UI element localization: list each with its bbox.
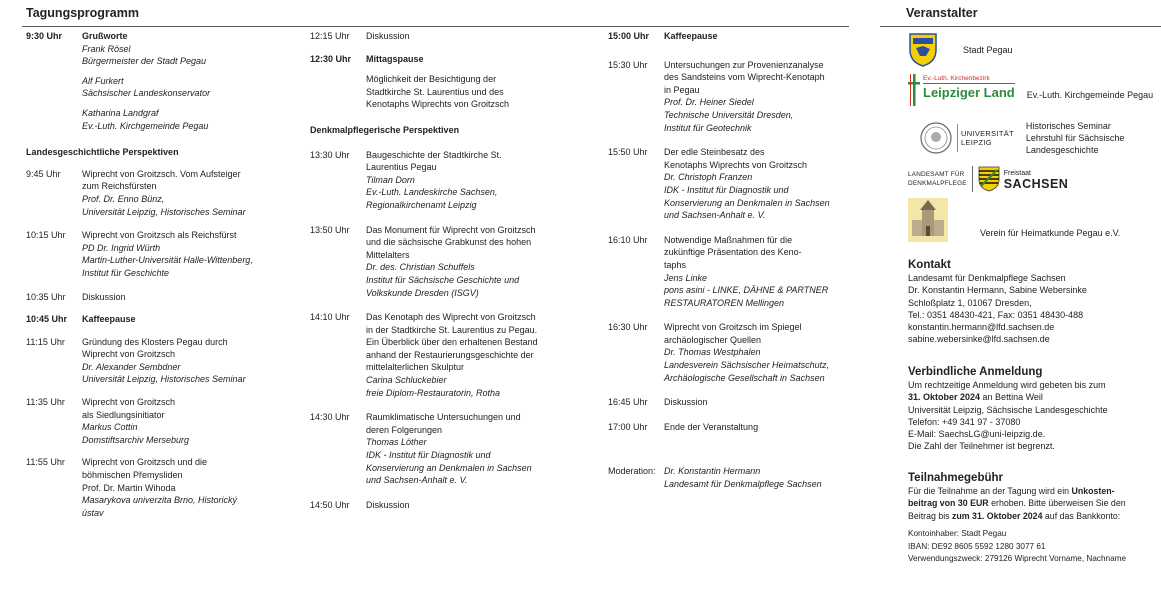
- speaker-affiliation: Ev.-Luth. Landeskirche Sachsen,: [366, 187, 498, 198]
- town-tower-image-icon: [908, 198, 948, 242]
- item-title: Das Monument für Wiprecht von Groitzsch: [366, 224, 536, 235]
- speaker-name: Thomas Löther: [366, 437, 427, 448]
- speaker-affiliation: Archäologische Gesellschaft in Sachsen: [664, 372, 825, 383]
- organizer-name: Ev.-Luth. Kirchgemeinde Pegau: [1026, 89, 1154, 100]
- program-item: [310, 53, 595, 111]
- contact-line: Landesamt für Denkmalpflege Sachsen: [908, 273, 1066, 283]
- speaker-name: Prof. Dr. Enno Bünz,: [82, 193, 165, 204]
- speaker-affiliation: und Sachsen-Anhalt e. V.: [664, 210, 766, 221]
- logo-text: SACHSEN: [1003, 177, 1069, 191]
- item-title: Das Kenotaph des Wiprecht von Groitzsch: [366, 312, 536, 323]
- registration-heading: Verbindliche Anmeldung: [908, 366, 1043, 378]
- item-title: Wiprecht von Groitzsch im Spiegel: [664, 322, 802, 333]
- speaker-affiliation: Universität Leipzig, Historisches Seminar: [82, 206, 246, 217]
- speaker-role: Bürgermeister der Stadt Pegau: [82, 56, 207, 67]
- speaker-affiliation: Regionalkirchenamt Leipzig: [366, 199, 477, 210]
- organizers-heading: Veranstalter: [906, 6, 978, 20]
- program-item: [26, 229, 296, 279]
- program-item: [310, 499, 595, 512]
- item-time: 13:30 Uhr: [310, 149, 350, 160]
- bank-reference: Verwendungszweck: 279126 Wiprecht Vorname, Nachname: [908, 554, 1126, 564]
- speaker-name: Carina Schluckebier: [366, 375, 447, 386]
- fee-line: Für die Teilnahme an der Tagung wird ein: [908, 486, 1072, 496]
- organizer-name: Lehrstuhl für Sächsische: [1025, 133, 1125, 143]
- fee-line: auf das Bankkonto:: [1042, 510, 1121, 521]
- item-time: 12:30 Uhr: [310, 53, 352, 64]
- item-title: Grußworte: [82, 31, 128, 41]
- speaker-affiliation: Universität Leipzig, Historisches Seminar: [82, 374, 246, 385]
- speaker-name: PD Dr. Ingrid Würth: [82, 242, 161, 253]
- item-time: 11:55 Uhr: [26, 457, 65, 468]
- program-item: [26, 336, 296, 386]
- organizer-uni-leipzig: [920, 120, 1124, 156]
- speaker-name: Katharina Landgraf: [82, 107, 159, 118]
- item-title: als Siedlungsinitiator: [82, 409, 165, 420]
- logo-text: LEIPZIG: [961, 138, 992, 147]
- item-description: Kenotaphs Wiprechts von Groitzsch: [366, 99, 510, 110]
- item-title: Untersuchungen zur Provenienzanalyse: [664, 59, 824, 70]
- speaker-name: Dr. Alexander Sembdner: [82, 361, 181, 372]
- program-column-1: [26, 30, 296, 528]
- speaker-name: Jens Linke: [664, 272, 708, 283]
- registration-phone: Telefon: +49 341 97 - 37080: [908, 416, 1021, 427]
- speaker-affiliation: Institut für Sächsische Geschichte und: [366, 274, 520, 285]
- program-item: [26, 30, 296, 132]
- item-title: Notwendige Maßnahmen für die: [664, 234, 793, 245]
- speaker-affiliation: RESTAURATOREN Mellingen: [664, 297, 785, 308]
- logo-text: Leipziger Land: [923, 85, 1015, 100]
- item-title: in der Stadtkirche St. Laurentius zu Pegau.: [366, 324, 538, 335]
- speaker-role: Ev.-Luth. Kirchgemeinde Pegau: [82, 120, 209, 131]
- program-item: [608, 59, 853, 135]
- item-time: 9:30 Uhr: [26, 31, 63, 41]
- speaker-affiliation: Martin-Luther-Universität Halle-Wittenberg,: [82, 255, 253, 266]
- item-title: Ein Überblick über den erhaltenen Bestand: [366, 337, 538, 348]
- item-time: 14:30 Uhr: [310, 412, 350, 423]
- contact-email-link[interactable]: konstantin.hermann@lfd.sachsen.de: [908, 322, 1055, 333]
- program-item: [608, 396, 853, 409]
- item-title: anhand der Restaurierungsgeschichte der: [366, 349, 534, 360]
- program-item: [26, 313, 296, 326]
- item-title: Ende der Veranstaltung: [664, 421, 759, 432]
- speaker-affiliation: ústav: [82, 507, 104, 518]
- item-title: Kaffeepause: [664, 31, 718, 41]
- speaker-name: Dr. Thomas Westphalen: [664, 347, 761, 358]
- registration-line: Um rechtzeitige Anmeldung wird gebeten bis zum: [908, 380, 1106, 390]
- organizers-rule: [880, 26, 1161, 27]
- program-item: [26, 168, 296, 218]
- fee-amount: beitrag von 30 EUR: [908, 498, 989, 509]
- item-title: Baugeschichte der Stadtkirche St.: [366, 149, 502, 160]
- contact-heading: Kontakt: [908, 259, 951, 271]
- speaker-affiliation: Konservierung an Denkmalen in Sachsen: [664, 197, 830, 208]
- item-title: Laurentius Pegau: [366, 162, 437, 173]
- program-item: [26, 396, 296, 446]
- organizer-landesamt: [908, 166, 1068, 192]
- speaker-affiliation: Konservierung an Denkmalen in Sachsen: [366, 462, 532, 473]
- moderator-name: Dr. Konstantin Hermann: [664, 466, 761, 477]
- item-title: Wiprecht von Groitzsch: [82, 349, 176, 360]
- program-item: [608, 234, 853, 310]
- program-item: [26, 291, 296, 304]
- organizer-name: Stadt Pegau: [963, 45, 1013, 55]
- speaker-name: Frank Rösel: [82, 43, 131, 54]
- registration-line: Universität Leipzig, Sächsische Landesgeschichte: [908, 404, 1108, 415]
- logo-text: UNIVERSITÄT: [961, 129, 1014, 138]
- item-title: taphs: [664, 259, 687, 270]
- program-column-2: [310, 30, 595, 520]
- fee-line: erhoben. Bitte überweisen Sie den: [988, 498, 1126, 509]
- speaker-affiliation: und Sachsen-Anhalt e. V.: [366, 475, 468, 486]
- item-title: Kaffeepause: [82, 314, 136, 325]
- contact-phone: Tel.: 0351 48430-421, Fax: 0351 48430-488: [908, 309, 1084, 320]
- fee-deadline: zum 31. Oktober 2024: [952, 510, 1043, 521]
- item-time: 14:50 Uhr: [310, 499, 350, 510]
- item-time: 15:50 Uhr: [608, 147, 648, 158]
- program-item: [310, 224, 595, 300]
- contact-line: Schloßplatz 1, 01067 Dresden,: [908, 297, 1032, 308]
- program-item: [310, 411, 595, 487]
- item-time: 17:00 Uhr: [608, 421, 648, 432]
- contact-block: [908, 258, 1158, 346]
- item-time: 12:15 Uhr: [310, 31, 350, 41]
- item-title: Wiprecht von Groitzsch und die: [82, 457, 208, 468]
- bank-account-holder: Kontoinhaber: Stadt Pegau: [908, 528, 1007, 538]
- contact-line: Dr. Konstantin Hermann, Sabine Webersinke: [908, 285, 1087, 296]
- item-time: 9:45 Uhr: [26, 168, 61, 179]
- organizer-name: Verein für Heimatkunde Pegau e.V.: [980, 228, 1121, 238]
- item-time: 11:35 Uhr: [26, 397, 65, 408]
- speaker-name: Dr. Christoph Franzen: [664, 172, 753, 183]
- speaker-name: Dr. des. Christian Schuffels: [366, 262, 475, 273]
- program-item: [310, 30, 595, 43]
- registration-email-link[interactable]: E-Mail: SaechsLG@uni-leipzig.de.: [908, 429, 1046, 440]
- speaker-affiliation: IDK - Institut für Diagnostik und: [366, 450, 491, 461]
- item-time: 16:45 Uhr: [608, 397, 648, 408]
- organizer-stadt-pegau: [908, 32, 1013, 68]
- registration-line: an Bettina Weil: [980, 392, 1043, 403]
- item-description: Möglichkeit der Besichtigung der: [366, 74, 497, 85]
- program-item: [608, 30, 853, 43]
- item-time: 15:30 Uhr: [608, 59, 648, 70]
- moderator-affiliation: Landesamt für Denkmalpflege Sachsen: [664, 479, 822, 490]
- item-title: und die sächsische Grabkunst des hohen: [366, 237, 532, 248]
- fee-amount: Unkosten-: [1071, 486, 1115, 496]
- bank-iban: IBAN: DE92 8605 5592 1280 3077 61: [908, 541, 1046, 551]
- speaker-name: Prof. Dr. Heiner Siedel: [664, 97, 754, 108]
- item-title: des Sandsteins vom Wiprecht-Kenotaph: [664, 72, 825, 83]
- item-title: Wiprecht von Groitzsch als Reichsfürst: [82, 230, 237, 241]
- item-time: 11:15 Uhr: [26, 336, 65, 347]
- speaker-role: Sächsischer Landeskonservator: [82, 88, 211, 99]
- item-title: Diskussion: [366, 499, 410, 510]
- item-time: 16:10 Uhr: [608, 234, 648, 245]
- item-title: Mittagspause: [366, 53, 424, 64]
- item-time: 16:30 Uhr: [608, 322, 648, 333]
- speaker-affiliation: Domstiftsarchiv Merseburg: [82, 434, 190, 445]
- logo-text: DENKMALPFLEGE: [908, 180, 967, 187]
- program-item: [310, 149, 595, 212]
- item-title: Wiprecht von Groitzsch: [82, 397, 176, 408]
- speaker-name: Alf Furkert: [82, 75, 124, 86]
- item-title: mittelalterlichen Skulptur: [366, 362, 465, 373]
- item-title: in Pegau: [664, 84, 700, 95]
- program-item: [608, 146, 853, 222]
- speaker-affiliation: Landesverein Sächsischer Heimatschutz,: [664, 360, 830, 371]
- item-title: Wiprecht von Groitzsch. Vom Aufsteiger: [82, 168, 241, 179]
- fee-block: [908, 471, 1160, 566]
- registration-line: Die Zahl der Teilnehmer ist begrenzt.: [908, 441, 1055, 452]
- logo-text: Freistaat: [1003, 170, 1031, 177]
- program-column-3: [608, 30, 853, 500]
- organizer-heimatverein: [908, 198, 1120, 242]
- speaker-affiliation: Technische Universität Dresden,: [664, 109, 794, 120]
- organizer-kirchgemeinde: [908, 74, 1153, 106]
- speaker-affiliation: Institut für Geotechnik: [664, 122, 752, 133]
- item-title: Raumklimatische Untersuchungen und: [366, 412, 521, 423]
- program-item: [26, 456, 296, 519]
- speaker-affiliation: freie Diplom-Restauratorin, Rotha: [366, 387, 501, 398]
- speaker-affiliation: Masarykova univerzita Brno, Historický: [82, 495, 238, 506]
- speaker-name: Markus Cottin: [82, 422, 138, 433]
- item-time: 14:10 Uhr: [310, 312, 350, 323]
- pegau-coat-of-arms-icon: [908, 32, 938, 68]
- speaker-affiliation: Volkskunde Dresden (ISGV): [366, 287, 479, 298]
- speaker-affiliation: pons asini - LINKE, DÄHNE & PARTNER: [664, 285, 829, 296]
- contact-email-link[interactable]: sabine.webersinke@lfd.sachsen.de: [908, 334, 1050, 345]
- item-title: Diskussion: [82, 291, 126, 302]
- program-item: [310, 311, 595, 399]
- speaker-affiliation: Institut für Geschichte: [82, 267, 170, 278]
- item-description: Stadtkirche St. Laurentius und des: [366, 86, 504, 97]
- item-title: archäologischer Quellen: [664, 334, 762, 345]
- item-title: zum Reichsfürsten: [82, 181, 157, 192]
- registration-block: [908, 365, 1158, 453]
- item-title: Diskussion: [664, 397, 708, 408]
- item-time: 10:15 Uhr: [26, 230, 66, 241]
- item-time: 15:00 Uhr: [608, 31, 650, 41]
- item-time: 10:45 Uhr: [26, 314, 68, 325]
- program-item: [608, 421, 853, 434]
- saxony-coat-of-arms-icon: [978, 166, 1000, 192]
- section-heading: Landesgeschichtliche Perspektiven: [26, 147, 179, 158]
- logo-text: Ev.-Luth. Kirchenbezirk: [923, 74, 1015, 84]
- item-time: 13:50 Uhr: [310, 224, 350, 235]
- moderation-label: Moderation:: [608, 466, 656, 477]
- program-heading: Tagungsprogramm: [26, 6, 139, 20]
- logo-text: LANDESAMT FÜR: [908, 171, 965, 178]
- item-title: Der edle Steinbesatz des: [664, 147, 765, 158]
- speaker-name: Prof. Dr. Martin Wihoda: [82, 482, 176, 493]
- moderation: [608, 465, 853, 490]
- organizer-name: Landesgeschichte: [1025, 145, 1099, 155]
- item-title: Mittelalters: [366, 249, 410, 260]
- section-heading: Denkmalpflegerische Perspektiven: [310, 124, 460, 135]
- cross-icon: [908, 74, 920, 106]
- fee-heading: Teilnahmegebühr: [908, 472, 1003, 484]
- item-title: Gründung des Klosters Pegau durch: [82, 336, 228, 347]
- item-time: 10:35 Uhr: [26, 291, 66, 302]
- speaker-name: Tilman Dorn: [366, 174, 415, 185]
- registration-deadline: 31. Oktober 2024: [908, 392, 981, 403]
- item-title: böhmischen Přemysliden: [82, 470, 183, 481]
- university-seal-icon: [920, 122, 952, 154]
- organizer-name: Historisches Seminar: [1025, 121, 1111, 131]
- program-item: [608, 321, 853, 384]
- item-title: Diskussion: [366, 31, 410, 41]
- item-title: deren Folgerungen: [366, 424, 443, 435]
- kirchenbezirk-logo: [908, 74, 1015, 106]
- program-rule: [22, 26, 849, 27]
- speaker-affiliation: IDK - Institut für Diagnostik und: [664, 184, 789, 195]
- item-title: zukünftige Präsentation des Keno-: [664, 247, 802, 258]
- fee-line: Beitrag bis: [908, 510, 953, 521]
- item-title: Kenotaphs Wiprechts von Groitzsch: [664, 159, 808, 170]
